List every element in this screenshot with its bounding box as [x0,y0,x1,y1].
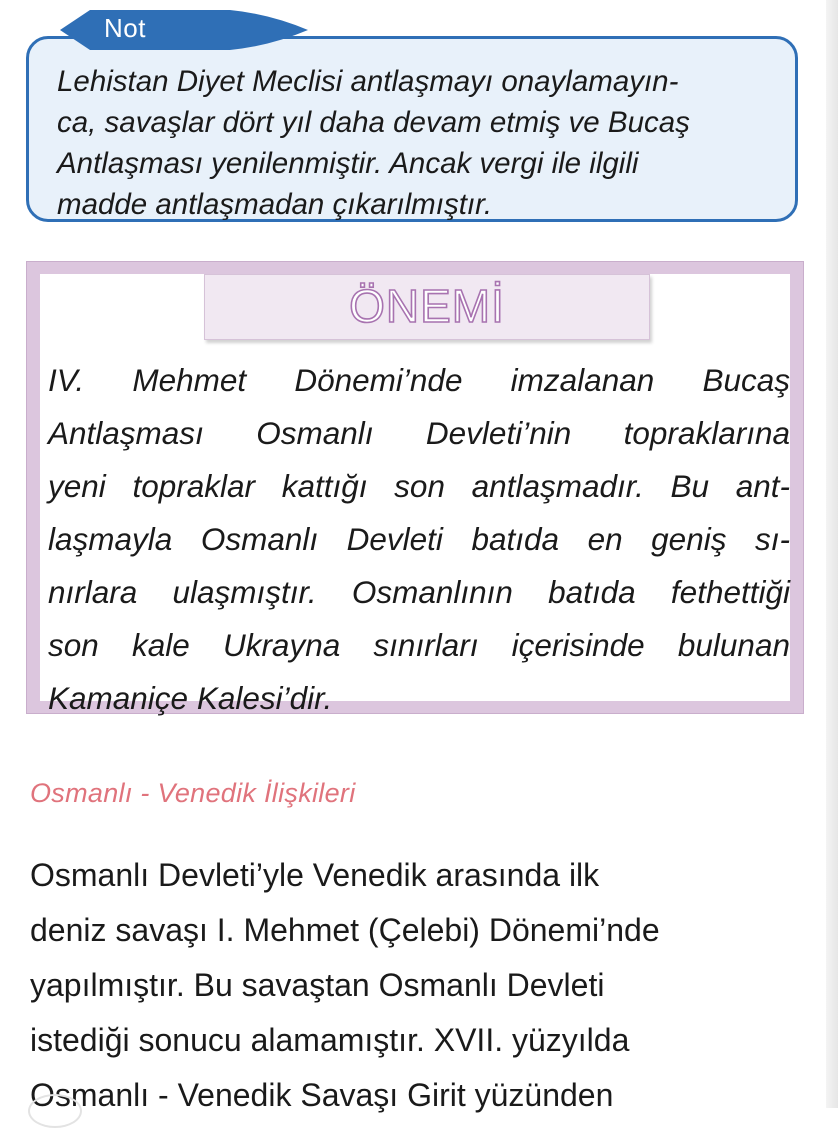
note-line: madde antlaşmadan çıkarılmıştır. [57,188,493,221]
onemi-text [48,354,790,725]
page-edge-strip [826,0,838,1108]
onemi-title-plate [204,274,650,340]
onemi-line: IV. Mehmet Dönemi’nde imzalanan Bucaş [48,362,790,398]
note-line: Lehistan Diyet Meclisi antlaşmayı onaylamayın- [57,65,679,98]
onemi-line: Kamaniçe Kalesi’dir. [48,680,333,716]
body-line: Osmanlı Devleti’yle Venedik arasında ilk [30,857,600,893]
onemi-line: yeni topraklar kattığı son antlaşmadır. Bu ant- [48,468,790,504]
section-body-text [30,848,810,1123]
note-label-tab [60,10,310,50]
section-heading: Osmanlı - Venedik İlişkileri [30,778,356,808]
onemi-line: Antlaşması Osmanlı Devleti’nin topraklarına [48,415,790,451]
onemi-line: nırlara ulaşmıştır. Osmanlının batıda fethettiği [48,574,790,610]
note-tab-shape [60,10,310,50]
body-line: istediği sonucu alamamıştır. XVII. yüzyılda [30,1022,630,1058]
body-line: Osmanlı - Venedik Savaşı Girit yüzünden [30,1077,614,1113]
note-text [57,61,775,225]
onemi-line: son kale Ukrayna sınırları içerisinde bulunan [48,627,790,663]
note-label: Not [104,13,146,43]
note-line: Antlaşması yenilenmiştir. Ancak vergi ile ilgili [57,147,639,180]
note-box [26,36,798,222]
body-line: yapılmıştır. Bu savaştan Osmanlı Devleti [30,967,605,1003]
body-line: deniz savaşı I. Mehmet (Çelebi) Dönemi’nde [30,912,660,948]
onemi-box [26,261,804,714]
page-corner-mark [28,1094,82,1128]
note-line: ca, savaşlar dört yıl daha devam etmiş ve Bucaş [57,106,690,139]
onemi-line: laşmayla Osmanlı Devleti batıda en geniş sı- [48,521,790,557]
onemi-inner-panel [40,274,790,716]
onemi-title: ÖNEMİ [349,280,505,332]
